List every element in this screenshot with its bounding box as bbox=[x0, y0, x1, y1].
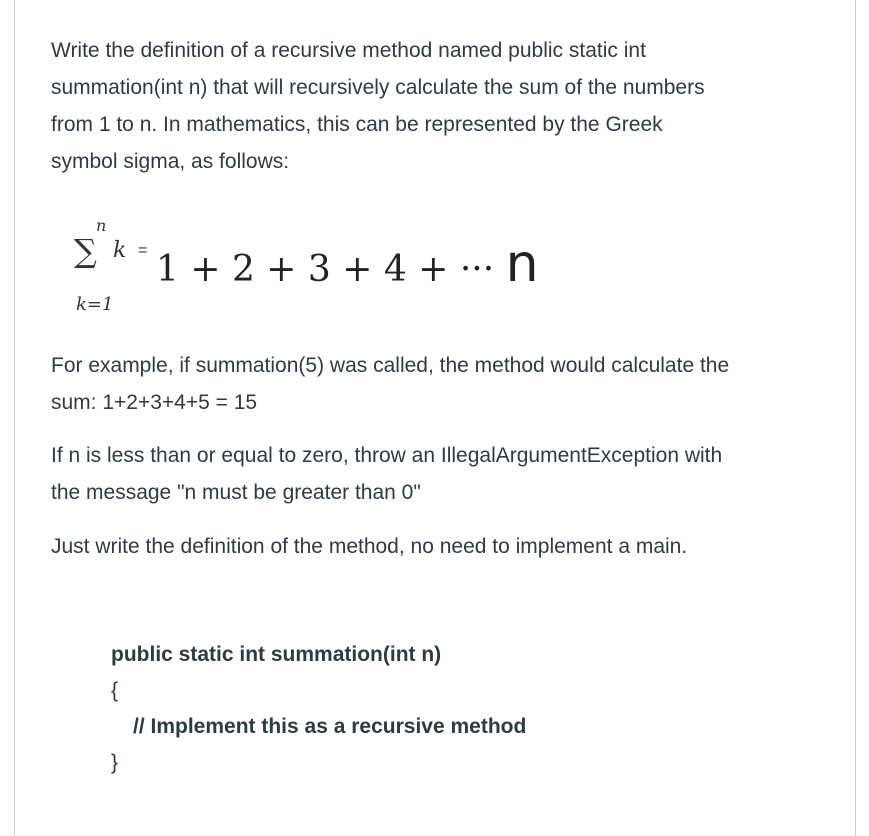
code-open-brace: { bbox=[111, 679, 119, 702]
sigma-equals: = bbox=[138, 242, 148, 259]
series-last-term: n bbox=[505, 234, 539, 294]
sigma-lower-limit: k=1 bbox=[76, 294, 114, 315]
code-close-brace: } bbox=[111, 751, 119, 774]
exception-line: If n is less than or equal to zero, throw an IllegalArgumentException with bbox=[51, 444, 723, 467]
example-line: For example, if summation(5) was called, the method would calculate the bbox=[51, 354, 730, 377]
series-terms: 1 + 2 + 3 + 4 + ··· bbox=[156, 249, 506, 290]
intro-line: Write the definition of a recursive method named public static int bbox=[51, 39, 646, 62]
code-comment: // Implement this as a recursive method bbox=[133, 715, 527, 738]
exception-paragraph bbox=[51, 437, 841, 511]
series-expansion bbox=[156, 234, 539, 294]
intro-line: from 1 to n. In mathematics, this can be represented by the Greek bbox=[51, 113, 663, 136]
sigma-symbol: ∑ bbox=[74, 232, 97, 270]
sigma-formula bbox=[60, 212, 760, 322]
intro-line: summation(int n) that will recursively calculate the sum of the numbers bbox=[51, 76, 705, 99]
example-line: sum: 1+2+3+4+5 = 15 bbox=[51, 391, 258, 414]
intro-line: symbol sigma, as follows: bbox=[51, 150, 290, 173]
code-signature: public static int summation(int n) bbox=[111, 643, 442, 666]
sigma-upper-limit: n bbox=[96, 216, 107, 235]
example-paragraph bbox=[51, 347, 841, 421]
instruction-paragraph: Just write the definition of the method, no need to implement a main. bbox=[51, 535, 688, 558]
intro-paragraph bbox=[51, 32, 831, 180]
exception-line: the message "n must be greater than 0" bbox=[51, 481, 421, 504]
sigma-term: k bbox=[113, 238, 127, 263]
code-block bbox=[111, 637, 526, 781]
